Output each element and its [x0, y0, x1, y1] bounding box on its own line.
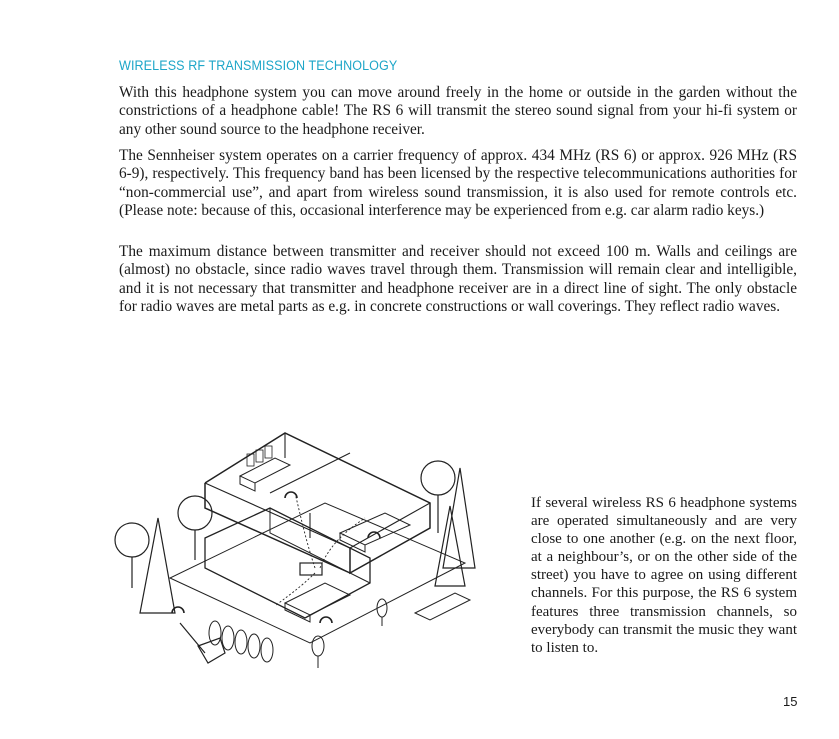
frequency-paragraph: The Sennheiser system operates on a carrier frequency of approx. 434 MHz (RS 6) or approx. 926 MHz (RS 6-9), respectively. This frequency band has been licensed by the respective telecommunications authorities for “non-commercial use”, and apart from wireless sound transmission, it is also used for remote controls etc. (Please note: because of this, occasional interference may be experienced from e.g. car alarm radio keys.): [119, 147, 797, 219]
page-number: 15: [783, 694, 798, 709]
radio-wave-lines: [275, 493, 365, 606]
intro-paragraph: With this headphone system you can move around freely in the home or outside in the garden without the constrictions of a headphone cable! The RS 6 will transmit the stereo sound signal from your hi-fi system or any other sound source to the headphone receiver.: [119, 84, 797, 138]
sofa: [285, 583, 350, 622]
trees: [115, 461, 475, 613]
transmitter-base: [300, 563, 322, 575]
pool: [415, 593, 470, 620]
kitchen-counter: [240, 458, 290, 491]
house-outer-wall: [205, 433, 430, 573]
side-note-paragraph: If several wireless RS 6 headphone systems are operated simultaneously and are very close to one another (e.g. on the next floor, at a neighbour’s, or on the other side of the street) you have to agree on using different channels. For this purpose, the RS 6 system features three transmission channels, so everybody can transmit the music they want to listen to.: [531, 495, 797, 656]
house-transmission-illustration: [110, 428, 510, 668]
range-paragraph: The maximum distance between transmitter and receiver should not exceed 100 m. Walls and ceilings are (almost) no obstacle, since radio waves travel through them. Transmission will remain clear and intelligible, and it is not necessary that transmitter and headphone receiver are in a direct line of sight. The only obstacle for radio waves are metal parts as e.g. in concrete constructions or wall coverings. They reflect radio waves.: [119, 243, 797, 315]
section-heading: WIRELESS RF TRANSMISSION TECHNOLOGY: [119, 58, 398, 73]
hedge-bushes: [209, 621, 273, 662]
